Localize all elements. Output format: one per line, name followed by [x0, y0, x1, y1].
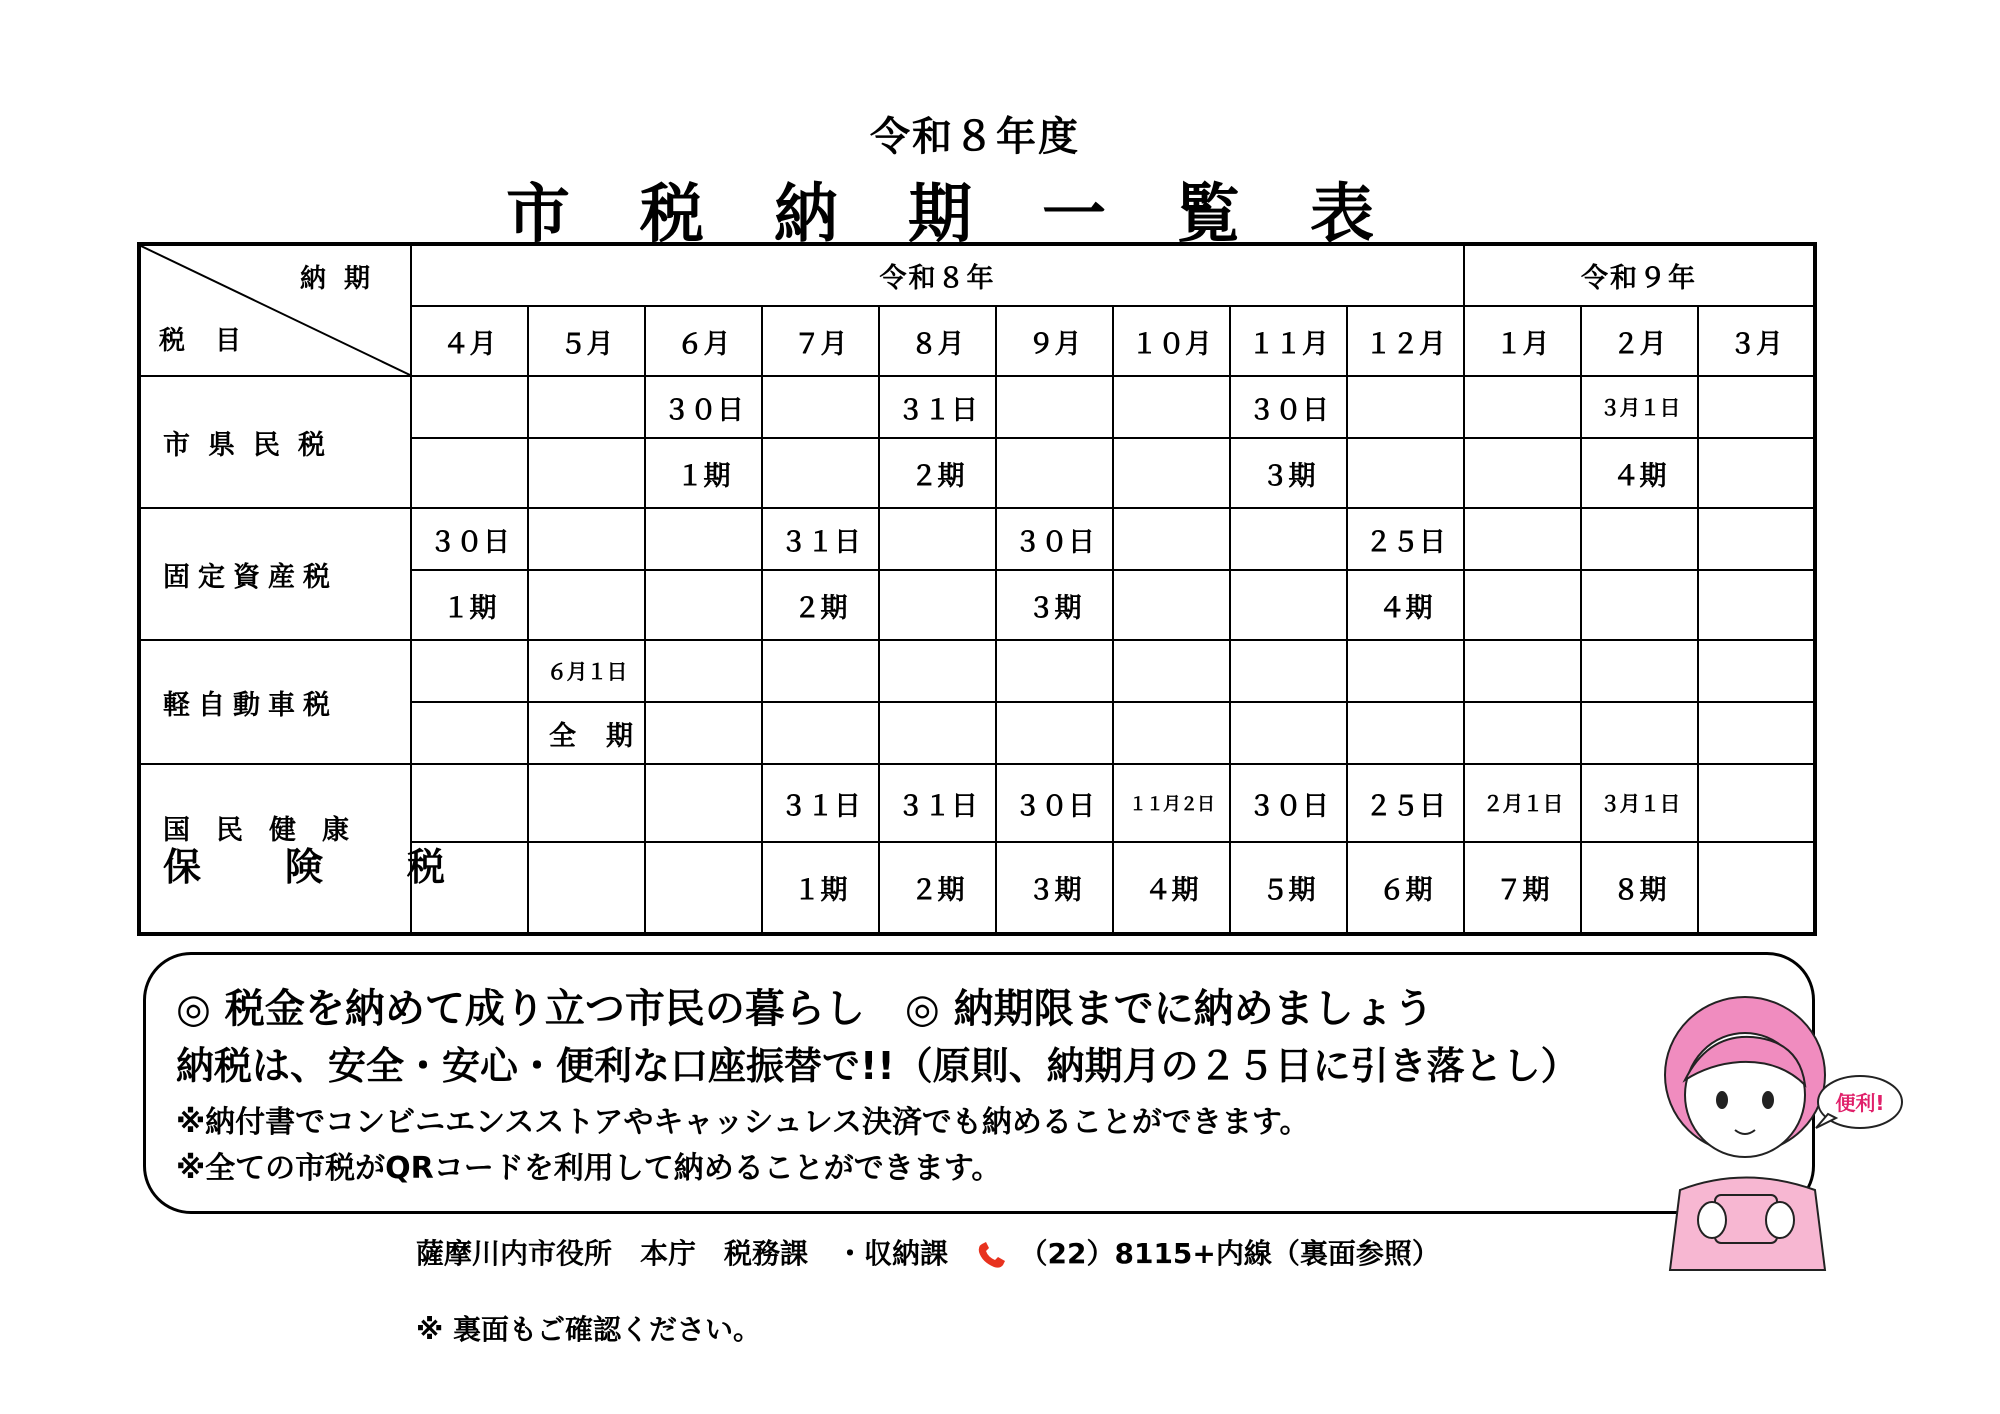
due-date-cell: [1581, 640, 1698, 702]
due-date-cell: [645, 764, 762, 842]
term-cell: ８期: [1581, 842, 1698, 934]
due-date-cell: [1113, 640, 1230, 702]
term-cell: [1230, 570, 1347, 640]
tax-name-municipal-prefectural: 市県民税: [139, 376, 411, 508]
term-cell: [762, 438, 879, 508]
tax-name-fixed-asset: 固定資産税: [139, 508, 411, 640]
due-date-cell: ６月１日: [528, 640, 645, 702]
office-name: 薩摩川内市役所 本庁 税務課 ・収納課: [416, 1237, 949, 1270]
due-date-cell: [1581, 508, 1698, 570]
term-cell: ２期: [879, 842, 996, 934]
term-cell: [528, 570, 645, 640]
month-header: ３月: [1698, 306, 1815, 376]
term-cell: [879, 702, 996, 764]
info-convenience-store-note: ※納付書でコンビニエンスストアやキャッシュレス決済でも納めることができます。: [176, 1105, 1310, 1140]
due-date-cell: [1698, 508, 1815, 570]
tax-name-national-health-insurance: [139, 764, 530, 934]
due-date-cell: [879, 640, 996, 702]
due-date-cell: [1698, 640, 1815, 702]
term-cell: ３期: [1230, 438, 1347, 508]
mascot-speech-text: 便利!: [1835, 1091, 1885, 1115]
due-date-cell: ３１日: [762, 764, 879, 842]
phone-icon: [976, 1240, 1010, 1270]
term-cell: [1698, 438, 1815, 508]
tax-schedule-table: [137, 242, 1817, 936]
month-header: １１月: [1230, 306, 1347, 376]
due-date-cell: [1698, 376, 1815, 438]
due-date-cell: [411, 640, 528, 702]
corner-label-tax-type: 税目: [159, 326, 272, 356]
term-cell: ３期: [996, 570, 1113, 640]
term-cell: ７期: [1464, 842, 1581, 934]
due-date-cell: ２５日: [1347, 508, 1464, 570]
due-date-cell: [762, 640, 879, 702]
term-cell: ５期: [1230, 842, 1347, 934]
due-date-cell: ３０日: [411, 508, 528, 570]
month-header: ６月: [645, 306, 762, 376]
term-cell: [1464, 570, 1581, 640]
office-contact: [416, 1232, 1440, 1272]
due-date-cell: ３０日: [996, 508, 1113, 570]
month-header: １０月: [1113, 306, 1230, 376]
due-date-cell: ３１日: [762, 508, 879, 570]
term-cell: [645, 570, 762, 640]
tax-name-line2: 保険税: [163, 844, 530, 889]
due-date-cell: [1230, 508, 1347, 570]
due-date-cell: [645, 640, 762, 702]
year-header-r9: 令和９年: [1464, 244, 1815, 306]
due-date-cell: [1230, 640, 1347, 702]
tax-name-light-vehicle: 軽自動車税: [139, 640, 411, 764]
corner-header-cell: [139, 244, 411, 376]
due-date-cell: ３月１日: [1581, 376, 1698, 438]
term-cell: [1113, 702, 1230, 764]
due-date-cell: [996, 640, 1113, 702]
term-cell: [762, 702, 879, 764]
due-date-cell: [1464, 640, 1581, 702]
term-cell: [1698, 842, 1815, 934]
term-cell: [1581, 570, 1698, 640]
term-cell: １期: [411, 570, 528, 640]
due-date-cell: [645, 508, 762, 570]
term-cell: [879, 570, 996, 640]
due-date-cell: [1113, 508, 1230, 570]
term-cell: [645, 842, 762, 934]
info-account-transfer: 納税は、安全・安心・便利な口座振替で!!（原則、納期月の２５日に引き落とし）: [176, 1044, 1579, 1088]
term-cell: １期: [645, 438, 762, 508]
due-date-cell: ２５日: [1347, 764, 1464, 842]
due-date-cell: [1113, 376, 1230, 438]
month-header: １２月: [1347, 306, 1464, 376]
due-date-cell: [996, 376, 1113, 438]
tax-name-line1: 国民健康: [163, 814, 375, 846]
due-date-cell: ３１日: [879, 376, 996, 438]
phone-number: （22）8115+内線（裏面参照）: [1019, 1237, 1440, 1270]
month-header: ７月: [762, 306, 879, 376]
term-cell: ４期: [1581, 438, 1698, 508]
info-box: [143, 952, 1815, 1214]
term-cell: ３期: [996, 842, 1113, 934]
term-cell: [1698, 570, 1815, 640]
month-header: ８月: [879, 306, 996, 376]
due-date-cell: ３月１日: [1581, 764, 1698, 842]
due-date-cell: [411, 376, 528, 438]
term-cell: [411, 438, 528, 508]
due-date-cell: ３０日: [1230, 764, 1347, 842]
year-header-r8: 令和８年: [411, 244, 1464, 306]
term-cell: [1464, 438, 1581, 508]
term-cell: ６期: [1347, 842, 1464, 934]
info-slogan: ◎ 税金を納めて成り立つ市民の暮らし ◎ 納期限までに納めましょう: [176, 986, 1434, 1032]
term-cell: [1347, 702, 1464, 764]
due-date-cell: ３０日: [996, 764, 1113, 842]
term-cell: [1698, 702, 1815, 764]
due-date-cell: [411, 764, 528, 842]
due-date-cell: [1347, 640, 1464, 702]
month-header: １月: [1464, 306, 1581, 376]
term-cell: [996, 702, 1113, 764]
term-cell: [1113, 438, 1230, 508]
back-side-note: ※ 裏面もご確認ください。: [416, 1313, 761, 1346]
mascot-illustration: [1640, 990, 1910, 1270]
due-date-cell: [1698, 764, 1815, 842]
term-cell: ２期: [879, 438, 996, 508]
due-date-cell: [1464, 508, 1581, 570]
term-cell: [1464, 702, 1581, 764]
term-cell: ２期: [762, 570, 879, 640]
due-date-cell: ３０日: [645, 376, 762, 438]
due-date-cell: ２月１日: [1464, 764, 1581, 842]
term-cell: [996, 438, 1113, 508]
due-date-cell: １１月２日: [1113, 764, 1230, 842]
due-date-cell: [1347, 376, 1464, 438]
month-header: ２月: [1581, 306, 1698, 376]
term-cell: 全期: [528, 702, 645, 764]
due-date-cell: ３０日: [1230, 376, 1347, 438]
term-cell: [1113, 570, 1230, 640]
term-cell: [411, 702, 528, 764]
due-date-cell: [879, 508, 996, 570]
term-cell: [1581, 702, 1698, 764]
fiscal-year-title: 令和８年度: [870, 114, 1080, 160]
month-header: ５月: [528, 306, 645, 376]
due-date-cell: [1464, 376, 1581, 438]
term-cell: [528, 842, 645, 934]
due-date-cell: [528, 508, 645, 570]
term-cell: ４期: [1113, 842, 1230, 934]
term-cell: ４期: [1347, 570, 1464, 640]
due-date-cell: ３１日: [879, 764, 996, 842]
month-header: ４月: [411, 306, 528, 376]
due-date-cell: [528, 376, 645, 438]
month-header: ９月: [996, 306, 1113, 376]
term-cell: [528, 438, 645, 508]
term-cell: １期: [762, 842, 879, 934]
due-date-cell: [528, 764, 645, 842]
info-qr-code-note: ※全ての市税がQRコードを利用して納めることができます。: [176, 1151, 1002, 1186]
term-cell: [1230, 702, 1347, 764]
page-title: 市税納期一覧表: [506, 178, 1444, 252]
corner-label-due-date: 納期: [299, 264, 388, 294]
term-cell: [1347, 438, 1464, 508]
due-date-cell: [762, 376, 879, 438]
